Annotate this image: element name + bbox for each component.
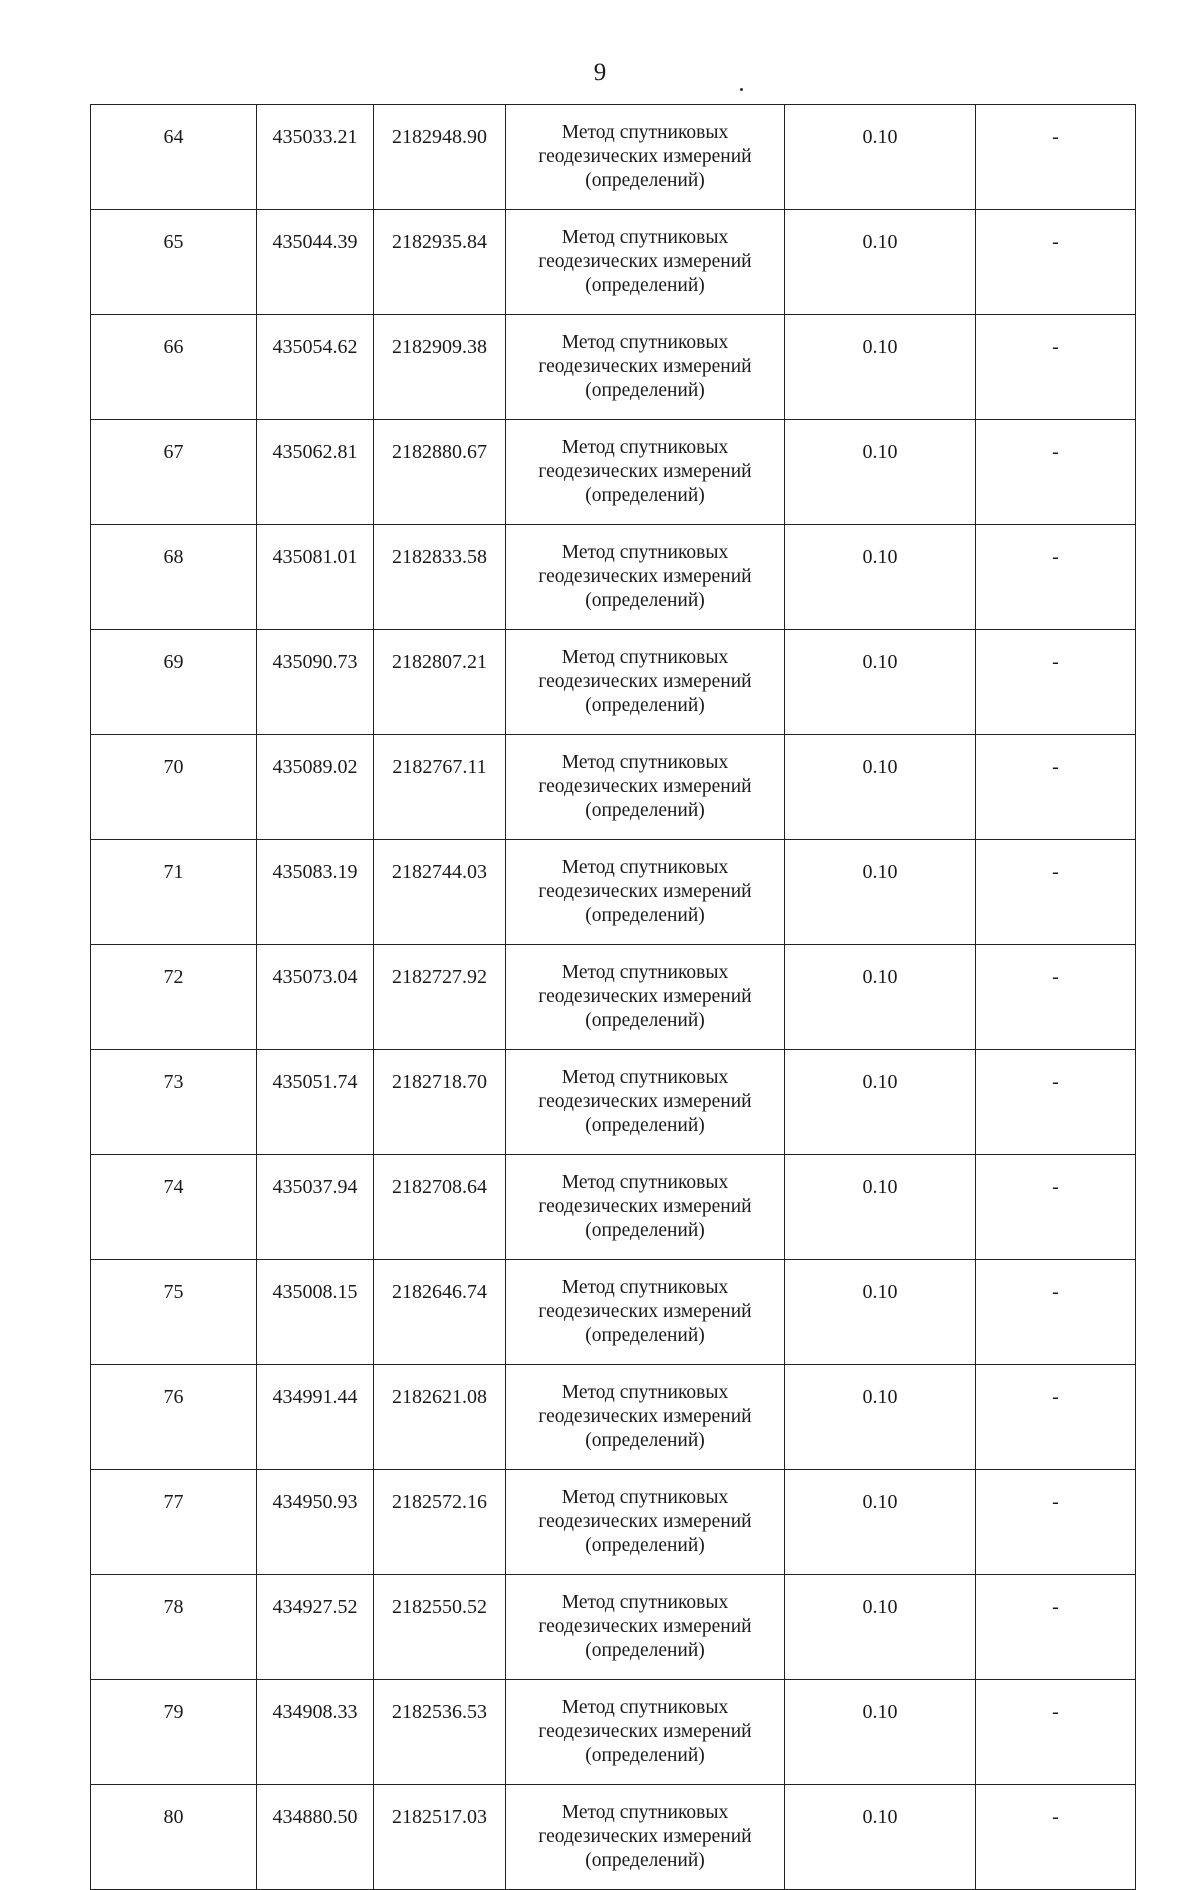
point-number-cell: 76 [91,1365,257,1470]
method-line: (определений) [585,1010,705,1031]
method-line: Метод спутниковых [561,1172,729,1193]
point-number-cell: 74 [91,1155,257,1260]
table-row [91,315,1136,420]
coordinate-y-cell: 2182767.11 [374,735,506,840]
coordinate-y-cell: 2182807.21 [374,630,506,735]
accuracy-cell: 0.10 [785,630,976,735]
method-line: геодезических измерений [538,986,752,1007]
description-cell: - [976,630,1136,735]
coordinate-y-cell: 2182550.52 [374,1575,506,1680]
table-row [91,840,1136,945]
table-row [91,1575,1136,1680]
method-line: Метод спутниковых [561,962,729,983]
method-cell [506,1155,785,1260]
description-cell: - [976,1470,1136,1575]
method-cell [506,420,785,525]
coordinate-y-cell: 2182708.64 [374,1155,506,1260]
method-cell [506,1050,785,1155]
table-row [91,420,1136,525]
method-line: (определений) [585,1325,705,1346]
method-line: Метод спутниковых [561,1697,729,1718]
table-row [91,1785,1136,1890]
table-row [91,1365,1136,1470]
point-number-cell: 64 [91,105,257,210]
coordinate-y-cell: 2182536.53 [374,1680,506,1785]
method-line: Метод спутниковых [561,542,729,563]
table-row [91,1680,1136,1785]
point-number-cell: 78 [91,1575,257,1680]
method-line: Метод спутниковых [561,227,729,248]
method-line: Метод спутниковых [561,1487,729,1508]
table-row [91,1050,1136,1155]
method-cell [506,210,785,315]
accuracy-cell: 0.10 [785,105,976,210]
method-line: (определений) [585,380,705,401]
table-row [91,1260,1136,1365]
method-line: (определений) [585,590,705,611]
method-cell [506,1785,785,1890]
description-cell: - [976,210,1136,315]
method-line: (определений) [585,1430,705,1451]
accuracy-cell: 0.10 [785,1050,976,1155]
method-line: Метод спутниковых [561,857,729,878]
table-row [91,1155,1136,1260]
method-line: (определений) [585,1640,705,1661]
accuracy-cell: 0.10 [785,420,976,525]
table-row [91,105,1136,210]
accuracy-cell: 0.10 [785,1365,976,1470]
point-number-cell: 73 [91,1050,257,1155]
point-number-cell: 71 [91,840,257,945]
coordinate-y-cell: 2182646.74 [374,1260,506,1365]
method-line: (определений) [585,695,705,716]
point-number-cell: 75 [91,1260,257,1365]
method-line: геодезических измерений [538,566,752,587]
description-cell: - [976,1260,1136,1365]
coordinate-x-cell: 434880.50 [257,1785,374,1890]
method-line: (определений) [585,275,705,296]
point-number-cell: 66 [91,315,257,420]
description-cell: - [976,1155,1136,1260]
method-cell [506,1575,785,1680]
description-cell: - [976,735,1136,840]
coordinate-x-cell: 434991.44 [257,1365,374,1470]
table-row [91,1470,1136,1575]
point-number-cell: 69 [91,630,257,735]
table-row [91,945,1136,1050]
method-line: Метод спутниковых [561,437,729,458]
method-line: (определений) [585,1850,705,1871]
coordinate-x-cell: 434927.52 [257,1575,374,1680]
point-number-cell: 77 [91,1470,257,1575]
coordinate-x-cell: 435037.94 [257,1155,374,1260]
method-line: Метод спутниковых [561,332,729,353]
method-line: (определений) [585,905,705,926]
coordinate-x-cell: 435083.19 [257,840,374,945]
method-line: геодезических измерений [538,1196,752,1217]
coordinate-x-cell: 435090.73 [257,630,374,735]
method-line: Метод спутниковых [561,1592,729,1613]
method-line: геодезических измерений [538,356,752,377]
accuracy-cell: 0.10 [785,1575,976,1680]
method-line: Метод спутниковых [561,1802,729,1823]
coordinate-x-cell: 435054.62 [257,315,374,420]
coordinates-table-body [91,105,1136,1890]
accuracy-cell: 0.10 [785,315,976,420]
method-cell [506,1260,785,1365]
accuracy-cell: 0.10 [785,945,976,1050]
accuracy-cell: 0.10 [785,1260,976,1365]
coordinate-y-cell: 2182880.67 [374,420,506,525]
method-cell [506,945,785,1050]
description-cell: - [976,1365,1136,1470]
coordinate-y-cell: 2182833.58 [374,525,506,630]
coordinate-x-cell: 435033.21 [257,105,374,210]
accuracy-cell: 0.10 [785,1785,976,1890]
coordinate-x-cell: 435089.02 [257,735,374,840]
point-number-cell: 65 [91,210,257,315]
table-row [91,210,1136,315]
coordinate-x-cell: 435044.39 [257,210,374,315]
point-number-cell: 67 [91,420,257,525]
coordinates-table [90,104,1136,1890]
table-row [91,735,1136,840]
point-number-cell: 68 [91,525,257,630]
method-line: геодезических измерений [538,881,752,902]
accuracy-cell: 0.10 [785,210,976,315]
method-cell [506,735,785,840]
scan-dot [740,88,743,91]
description-cell: - [976,1785,1136,1890]
method-line: геодезических измерений [538,776,752,797]
method-line: Метод спутниковых [561,122,729,143]
coordinate-x-cell: 435008.15 [257,1260,374,1365]
point-number-cell: 79 [91,1680,257,1785]
method-line: Метод спутниковых [561,1382,729,1403]
accuracy-cell: 0.10 [785,1155,976,1260]
coordinate-y-cell: 2182935.84 [374,210,506,315]
method-cell [506,1470,785,1575]
method-cell [506,1680,785,1785]
description-cell: - [976,945,1136,1050]
method-cell [506,525,785,630]
method-line: (определений) [585,1535,705,1556]
coordinate-y-cell: 2182572.16 [374,1470,506,1575]
coordinate-y-cell: 2182744.03 [374,840,506,945]
description-cell: - [976,840,1136,945]
method-cell [506,630,785,735]
method-line: (определений) [585,1115,705,1136]
accuracy-cell: 0.10 [785,840,976,945]
method-line: (определений) [585,1745,705,1766]
method-line: геодезических измерений [538,146,752,167]
description-cell: - [976,105,1136,210]
method-line: (определений) [585,485,705,506]
accuracy-cell: 0.10 [785,525,976,630]
accuracy-cell: 0.10 [785,735,976,840]
coordinate-y-cell: 2182727.92 [374,945,506,1050]
method-cell [506,1365,785,1470]
coordinate-x-cell: 435073.04 [257,945,374,1050]
point-number-cell: 72 [91,945,257,1050]
coordinate-x-cell: 435062.81 [257,420,374,525]
description-cell: - [976,1680,1136,1785]
table-row [91,525,1136,630]
coordinate-y-cell: 2182909.38 [374,315,506,420]
method-line: (определений) [585,800,705,821]
accuracy-cell: 0.10 [785,1680,976,1785]
point-number-cell: 80 [91,1785,257,1890]
method-line: Метод спутниковых [561,647,729,668]
coordinate-x-cell: 434908.33 [257,1680,374,1785]
table-row [91,630,1136,735]
page-number: 9 [593,59,607,86]
method-line: геодезических измерений [538,671,752,692]
method-line: геодезических измерений [538,1091,752,1112]
method-line: геодезических измерений [538,1826,752,1847]
coordinate-x-cell: 435081.01 [257,525,374,630]
coordinate-y-cell: 2182718.70 [374,1050,506,1155]
method-cell [506,840,785,945]
method-line: геодезических измерений [538,461,752,482]
method-line: геодезических измерений [538,1721,752,1742]
method-line: (определений) [585,170,705,191]
coordinate-y-cell: 2182948.90 [374,105,506,210]
coordinate-y-cell: 2182621.08 [374,1365,506,1470]
description-cell: - [976,420,1136,525]
coordinate-x-cell: 434950.93 [257,1470,374,1575]
method-line: (определений) [585,1220,705,1241]
method-line: геодезических измерений [538,1511,752,1532]
coordinate-x-cell: 435051.74 [257,1050,374,1155]
method-line: Метод спутниковых [561,752,729,773]
method-line: Метод спутниковых [561,1067,729,1088]
description-cell: - [976,315,1136,420]
description-cell: - [976,1050,1136,1155]
description-cell: - [976,525,1136,630]
method-cell [506,315,785,420]
method-line: геодезических измерений [538,1616,752,1637]
description-cell: - [976,1575,1136,1680]
accuracy-cell: 0.10 [785,1470,976,1575]
method-line: геодезических измерений [538,251,752,272]
method-line: геодезических измерений [538,1406,752,1427]
method-line: Метод спутниковых [561,1277,729,1298]
coordinate-y-cell: 2182517.03 [374,1785,506,1890]
point-number-cell: 70 [91,735,257,840]
method-line: геодезических измерений [538,1301,752,1322]
method-cell [506,105,785,210]
